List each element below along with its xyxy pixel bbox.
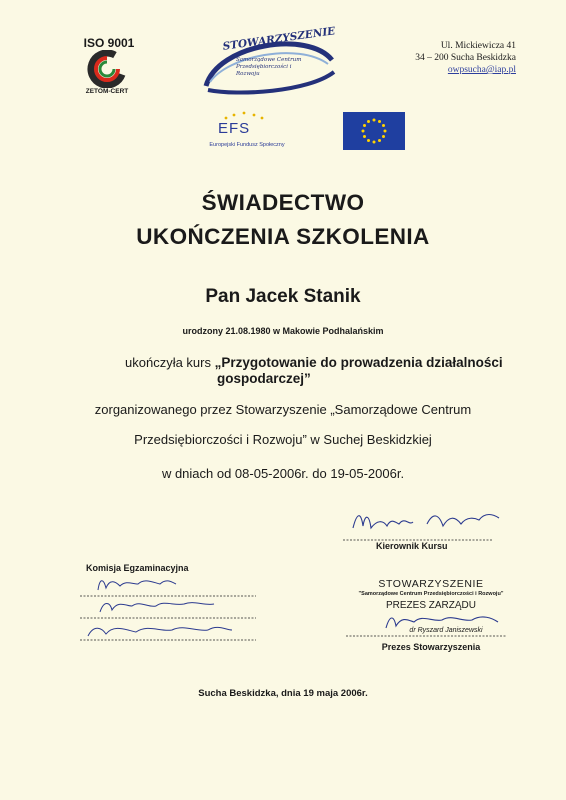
organization-logo-name: STOWARZYSZENIE bbox=[222, 25, 337, 53]
certificate-subtitle: UKOŃCZENIA SZKOLENIA bbox=[136, 224, 430, 249]
recipient-name: Pan Jacek Stanik bbox=[205, 286, 361, 307]
certificate-title: ŚWIADECTWO bbox=[201, 190, 365, 215]
iso-title: ISO 9001 bbox=[83, 36, 135, 50]
stamp-title: STOWARZYSZENIE bbox=[378, 578, 484, 590]
course-prefix: ukończyła kurs bbox=[125, 355, 211, 370]
course-statement bbox=[125, 355, 525, 387]
president-label: Prezes Stowarzyszenia bbox=[381, 642, 481, 652]
recipient-birth-info: urodzony 21.08.1980 w Makowie Podhalańskim bbox=[182, 326, 384, 336]
stamp-signatory-name: dr Ryszard Janiszewski bbox=[409, 627, 483, 634]
iso-cert-label: ZETOM-CERT bbox=[85, 88, 129, 95]
address-email-link[interactable]: owpsucha@iap.pl bbox=[447, 65, 516, 75]
course-title-line1: „Przygotowanie do prowadzenia działalności bbox=[214, 355, 503, 370]
course-organizer-line2: Przedsiębiorczości i Rozwoju” w Suchej Beskidzkiej bbox=[134, 432, 432, 447]
course-title-line2: gospodarczej” bbox=[217, 371, 311, 386]
commission-title: Komisja Egzaminacyjna bbox=[86, 563, 189, 573]
eu-flag-icon bbox=[343, 112, 405, 150]
course-organizer-line1: zorganizowanego przez Stowarzyszenie „Samorządowe Centrum bbox=[94, 402, 472, 417]
address-city: 34 – 200 Sucha Beskidzka bbox=[415, 53, 516, 63]
efs-caption: Europejski Fundusz Społeczny bbox=[209, 142, 285, 148]
organization-logo-subtitle: Samorządowe Centrum Przedsiębiorczości i Rozwoju bbox=[236, 57, 302, 77]
stamp-position: PREZES ZARZĄDU bbox=[385, 600, 476, 611]
president-signature bbox=[346, 602, 521, 644]
zetom-cert-logo-icon bbox=[86, 50, 128, 88]
course-manager-label: Kierownik Kursu bbox=[376, 541, 448, 551]
organization-address bbox=[396, 40, 516, 76]
efs-logo-text: EFS bbox=[218, 120, 251, 137]
address-street: Ul. Mickiewicza 41 bbox=[440, 41, 516, 51]
stamp-subtitle: "Samorządowe Centrum Przedsiębiorczości i Rozwoju" bbox=[358, 591, 504, 597]
commission-signatures bbox=[76, 570, 256, 648]
place-and-date: Sucha Beskidzka, dnia 19 maja 2006r. bbox=[198, 688, 368, 699]
course-dates: w dniach od 08-05-2006r. do 19-05-2006r. bbox=[161, 466, 405, 481]
